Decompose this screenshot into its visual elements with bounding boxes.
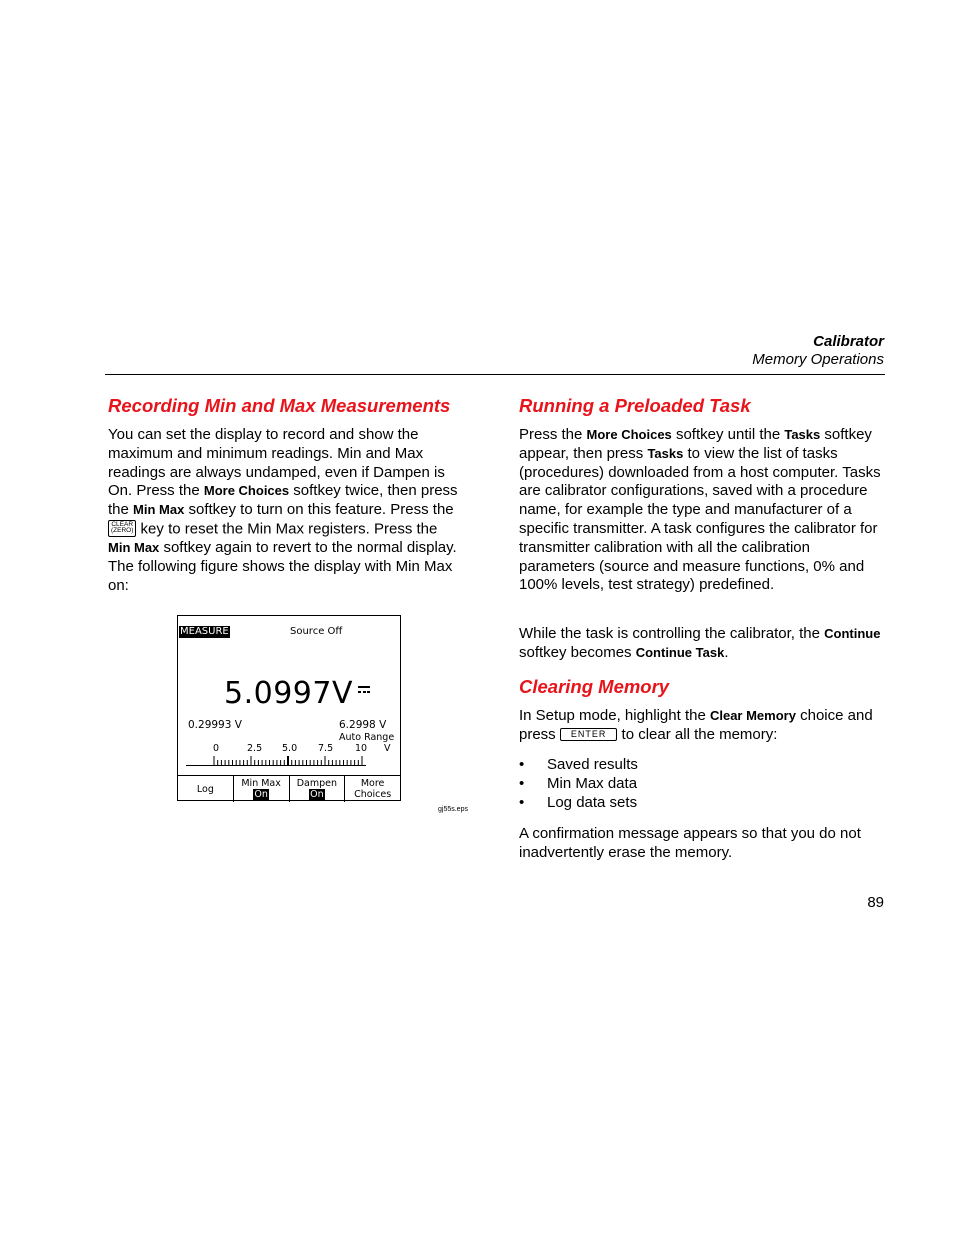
calibrator-display-figure [177, 615, 401, 801]
list-item: • Log data sets [519, 794, 638, 813]
preloaded-task-paragraph: Press the More Choices softkey until the Tasks softkey appear, then press Tasks to view the list of tasks (procedures) downloaded from a host computer. Tasks are calibrator configurations, saved with a procedure name, for example the type and manufacturer of a specific transmitter. A task configures the calibrator for transmitter calibration with all the calibration parameters (source and measure functions, 0% and 100% levels, test strategy) predefined. [519, 426, 881, 594]
softkey-tasks: Tasks [784, 427, 821, 442]
softkey-min-max: Min Max [133, 502, 185, 518]
softkey-continue: Continue [824, 626, 881, 641]
section-heading-preloaded-task: Running a Preloaded Task [519, 395, 751, 416]
softkey-continue-task: Continue Task [635, 644, 725, 660]
scale-label: 2.5 [247, 743, 263, 754]
task-control-paragraph: While the task is controlling the calibrator, the Continue softkey becomes Continue Task. [519, 625, 881, 661]
lcd-min-reading: 0.29993 V [188, 719, 242, 731]
running-header-subtitle: Memory Operations [752, 351, 884, 368]
clear-zero-key-icon: CLEAR (ZERO) [108, 520, 136, 537]
lcd-mode-label: MEASURE [180, 626, 229, 637]
page-number: 89 [867, 894, 884, 911]
memory-items-list [519, 756, 638, 812]
softkey-dampen-on: Dampen On [290, 776, 346, 802]
lcd-primary-unit: V [332, 676, 353, 711]
dc-symbol-icon [358, 686, 370, 693]
min-max-paragraph: You can set the display to record and show the maximum and minimum readings. Min and Max readings are always undamped, even if Dampen is On. Press the More Choices softkey twice, then press the Min Max softkey to turn on this feature. Press the CLEAR (ZERO) key to reset the Min Max registers. Press the Min Max softkey again to revert to the normal display. The following figure shows the display with Min Max on: [108, 426, 458, 594]
figure-caption: gj55s.eps [438, 806, 468, 813]
scale-label: 5.0 [282, 743, 298, 754]
section-heading-clearing-memory: Clearing Memory [519, 676, 670, 697]
menu-choice-clear-memory: Clear Memory [709, 708, 796, 723]
softkey-more-choices: More Choices [354, 778, 392, 800]
clearing-memory-paragraph: In Setup mode, highlight the Clear Memory choice and press ENTER to clear all the memory: [519, 707, 873, 743]
scale-label: 0 [213, 743, 220, 754]
lcd-source-status: Source Off [290, 626, 343, 637]
softkey-min-max-on: Min Max On [234, 776, 290, 802]
header-rule [105, 374, 885, 375]
lcd-range-status: Auto Range [339, 732, 395, 743]
softkey-log: Log [178, 776, 234, 802]
lcd-softkey-bar [178, 775, 400, 802]
running-header-title: Calibrator [813, 333, 884, 350]
softkey-tasks: Tasks [647, 445, 684, 461]
lcd-max-reading: 6.2998 V [339, 719, 387, 731]
scale-label: 7.5 [318, 743, 334, 754]
softkey-more-choices: More Choices [586, 427, 672, 442]
scale-label: 10 [355, 743, 368, 754]
lcd-bargraph [186, 756, 366, 766]
softkey-more-choices: More Choices [203, 483, 290, 499]
list-item: • Min Max data [519, 775, 638, 794]
section-heading-min-max: Recording Min and Max Measurements [108, 395, 451, 416]
lcd-primary-reading: 5.0997 [224, 676, 332, 711]
list-item: • Saved results [519, 756, 638, 775]
confirmation-paragraph: A confirmation message appears so that you do not inadvertently erase the memory. [519, 825, 861, 861]
softkey-min-max: Min Max [108, 540, 160, 556]
scale-label: V [384, 743, 391, 754]
enter-key-icon: ENTER [560, 728, 618, 741]
